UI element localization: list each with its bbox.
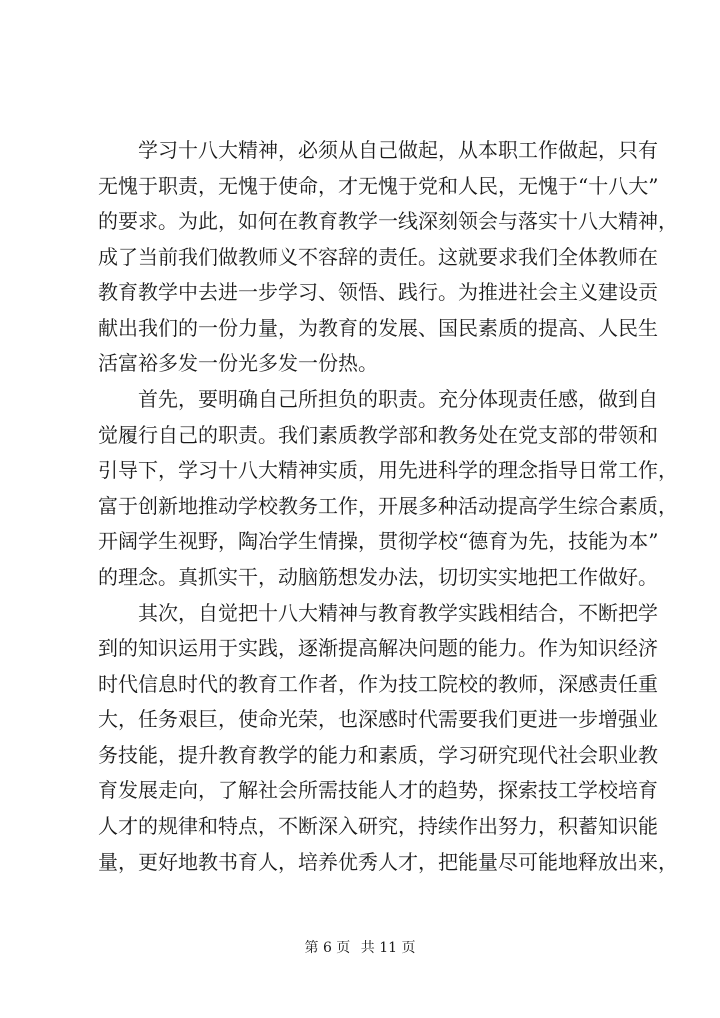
page-footer xyxy=(0,938,720,958)
text-line: 献出我们的一份力量，为教育的发展、国民素质的提高、人民生 xyxy=(98,316,658,340)
text-line: 时代信息时代的教育工作者，作为技工院校的教师，深感责任重 xyxy=(98,672,658,696)
text-line: 成了当前我们做教师义不容辞的责任。这就要求我们全体教师在 xyxy=(98,245,658,269)
text-line: 到的知识运用于实践，逐渐提高解决问题的能力。作为知识经济 xyxy=(98,636,658,660)
text-line: 学习十八大精神，必须从自己做起，从本职工作做起，只有 xyxy=(138,138,658,162)
text-line: 务技能，提升教育教学的能力和素质，学习研究现代社会职业教 xyxy=(98,743,658,767)
text-line: 富于创新地推动学校教务工作，开展多种活动提高学生综合素质， xyxy=(98,494,678,518)
text-line: 其次，自觉把十八大精神与教育教学实践相结合，不断把学 xyxy=(138,601,658,625)
text-line: 育发展走向，了解社会所需技能人才的趋势，探索技工学校培育 xyxy=(98,778,658,802)
text-line: 引导下，学习十八大精神实质，用先进科学的理念指导日常工作， xyxy=(98,458,678,482)
text-line: 无愧于职责，无愧于使命，才无愧于党和人民，无愧于“十八大” xyxy=(98,174,659,198)
text-line: 的要求。为此，如何在教育教学一线深刻领会与落实十八大精神， xyxy=(98,209,678,233)
text-line: 首先，要明确自己所担负的职责。充分体现责任感，做到自 xyxy=(138,387,658,411)
page-number: 第 6 页 xyxy=(304,940,351,956)
text-line: 大，任务艰巨，使命光荣，也深感时代需要我们更进一步增强业 xyxy=(98,707,658,731)
text-line: 量，更好地教书育人，培养优秀人才，把能量尽可能地释放出来， xyxy=(98,850,678,874)
text-line: 人才的规律和特点，不断深入研究，持续作出努力，积蓄知识能 xyxy=(98,814,658,838)
text-line: 教育教学中去进一步学习、领悟、践行。为推进社会主义建设贡 xyxy=(98,280,658,304)
page-total: 共 11 页 xyxy=(360,940,416,956)
text-line: 活富裕多发一份光多发一份热。 xyxy=(98,351,378,375)
text-line: 的理念。真抓实干，动脑筋想发办法，切切实实地把工作做好。 xyxy=(98,565,658,589)
text-line: 开阔学生视野，陶冶学生情操，贯彻学校“德育为先，技能为本” xyxy=(98,529,659,553)
text-line: 觉履行自己的职责。我们素质教学部和教务处在党支部的带领和 xyxy=(98,423,658,447)
